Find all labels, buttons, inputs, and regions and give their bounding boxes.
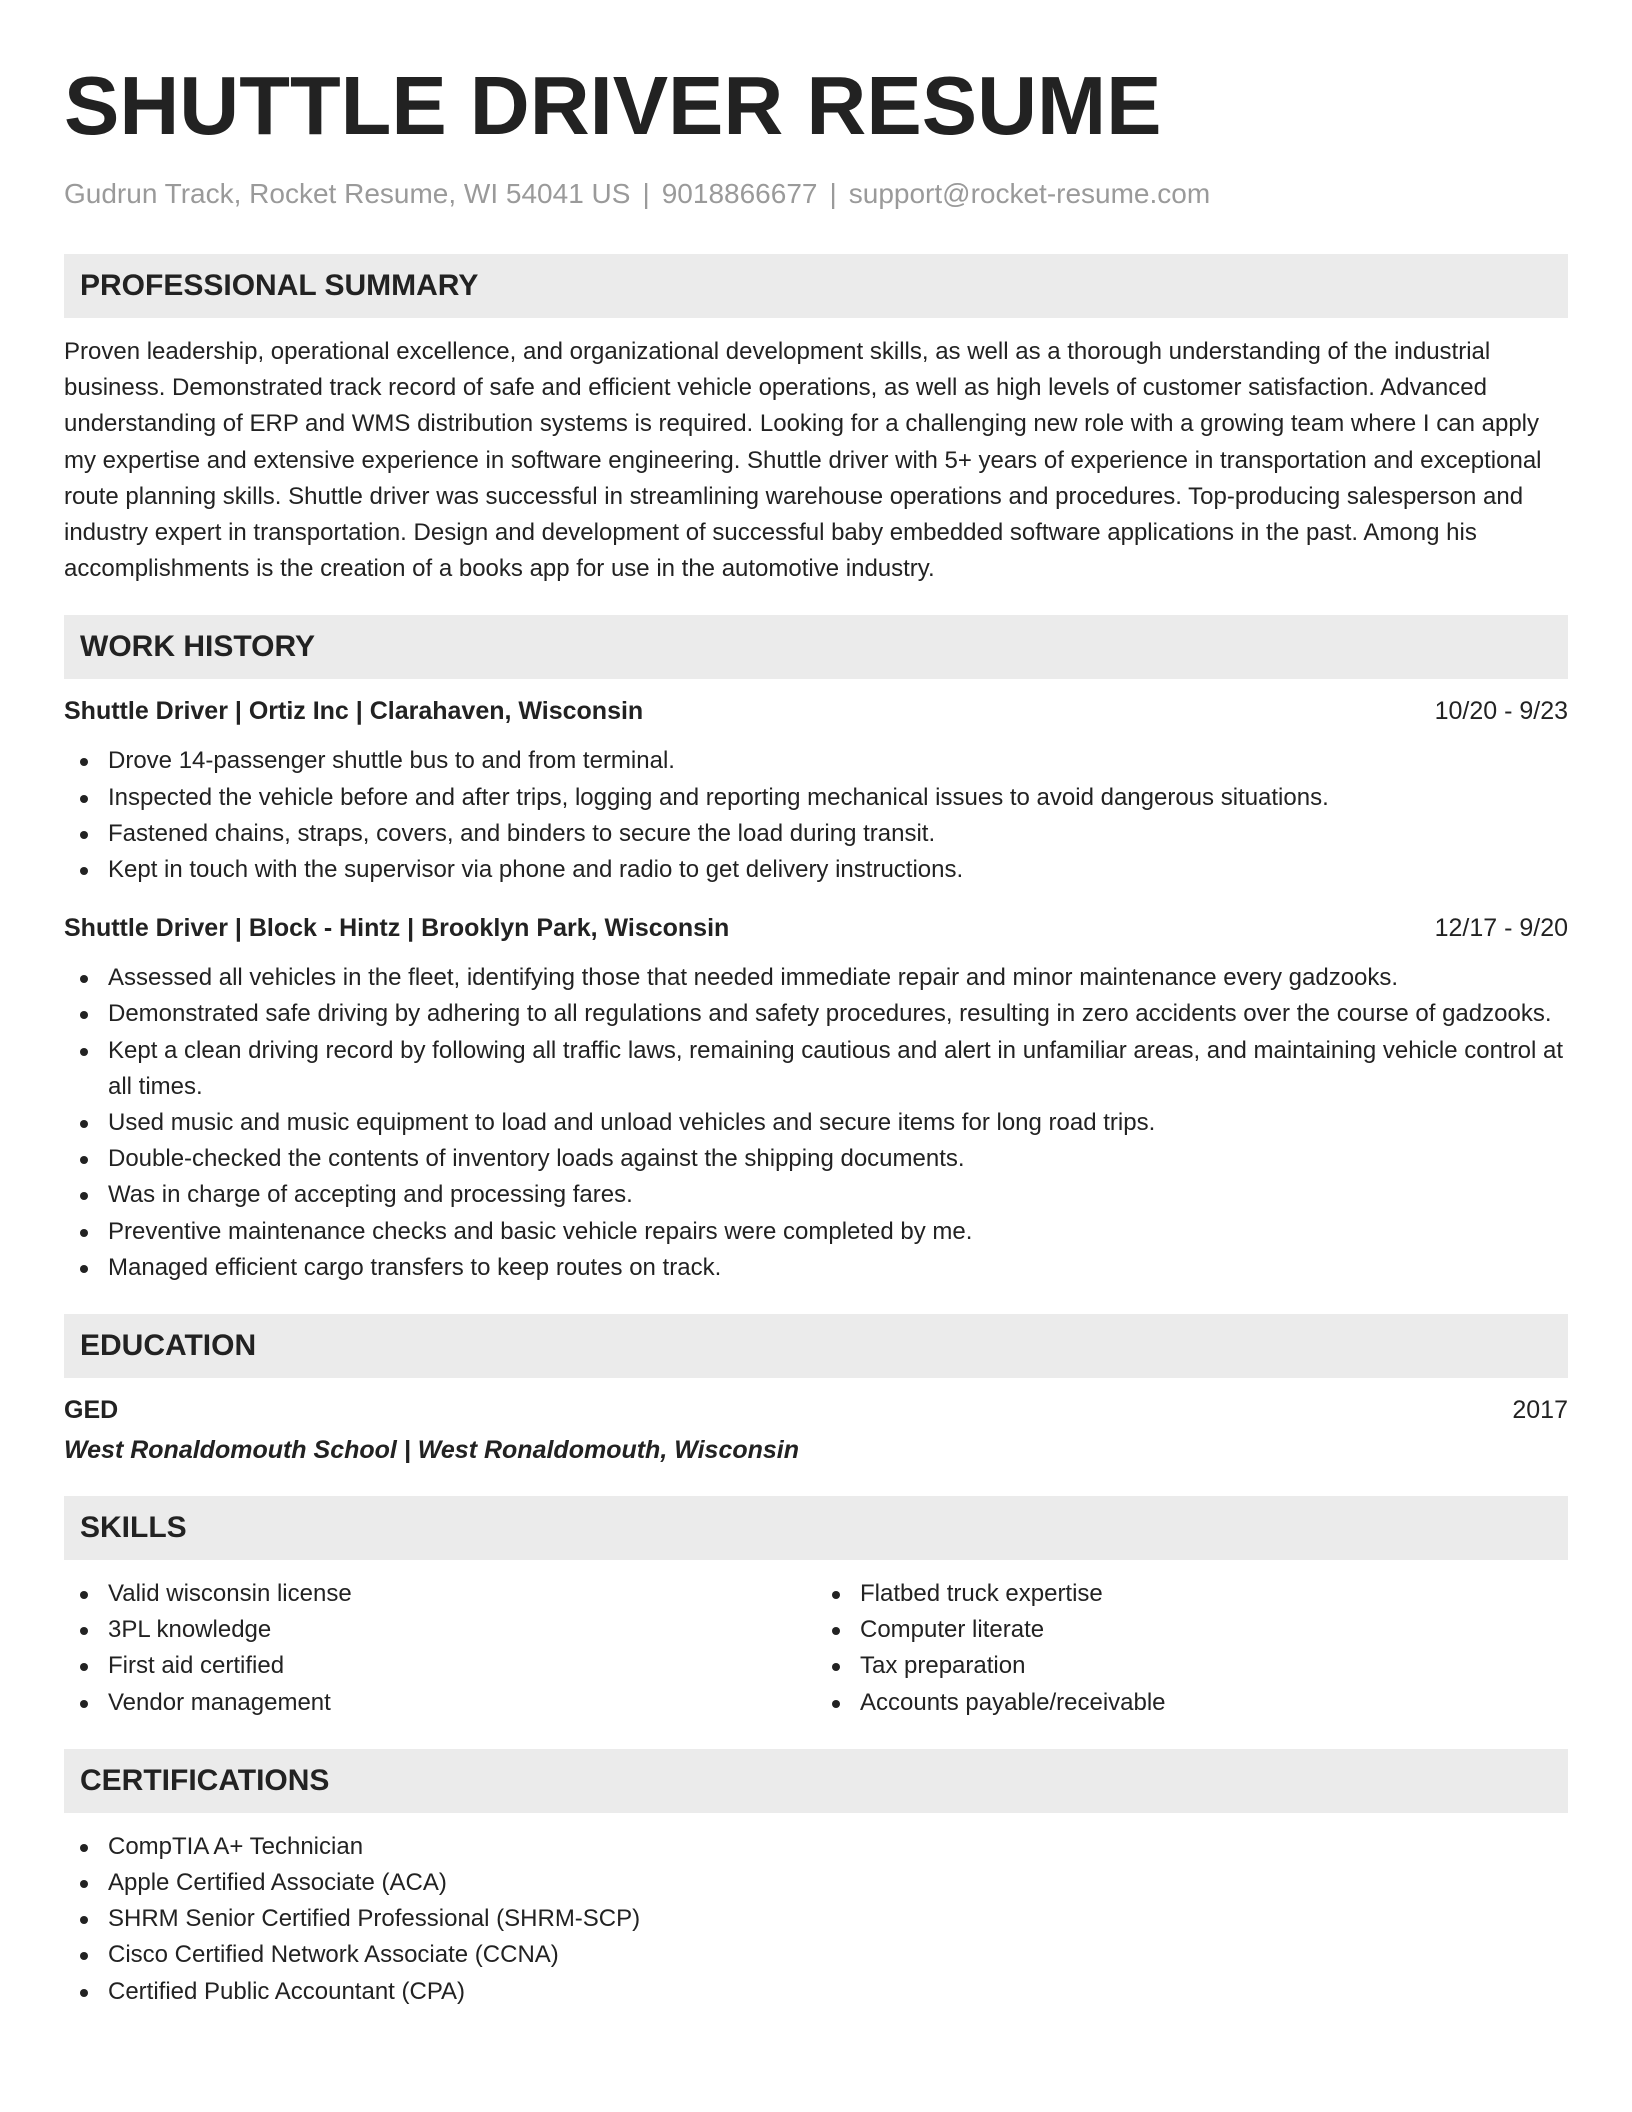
- list-item: Was in charge of accepting and processing fares.: [64, 1177, 1568, 1213]
- summary-text: Proven leadership, operational excellence, and organizational development skills, as well as a thorough understanding of the industrial business. Demonstrated track record of safe and efficient vehicle operations, as well as high levels of customer satisfaction. Advanced understanding of ERP and WMS distribution systems is required. Looking for a challenging new role with a growing team where I can apply my expertise and extensive experience in software engineering. Shuttle driver with 5+ years of experience in transportation and exceptional route planning skills. Shuttle driver was successful in streamlining warehouse operations and procedures. Top-producing salesperson and industry expert in transportation. Design and development of successful baby embedded software applications in the past. Among his accomplishments is the creation of a books app for use in the automotive industry.: [64, 338, 1542, 583]
- job-header: [64, 910, 1568, 946]
- list-item: First aid certified: [64, 1648, 816, 1684]
- list-item: CompTIA A+ Technician: [64, 1829, 1568, 1865]
- list-item: Tax preparation: [816, 1648, 1568, 1684]
- list-item: Assessed all vehicles in the fleet, identifying those that needed immediate repair and minor maintenance every gadzooks.: [64, 960, 1568, 996]
- skills-column-right: [816, 1576, 1568, 1721]
- section-heading-work-history: WORK HISTORY: [64, 615, 1568, 679]
- certifications-list: [64, 1829, 1568, 2010]
- job-entry: [64, 693, 1568, 888]
- education-degree: GED: [64, 1396, 119, 1425]
- section-heading-education: EDUCATION: [64, 1314, 1568, 1378]
- job-bullets: [64, 743, 1568, 888]
- job-title: Shuttle Driver | Block - Hintz | Brooklyn Park, Wisconsin: [64, 914, 730, 943]
- list-item: Computer literate: [816, 1612, 1568, 1648]
- list-item: Drove 14-passenger shuttle bus to and from terminal.: [64, 743, 1568, 779]
- contact-email: support@rocket-resume.com: [848, 178, 1211, 209]
- job-bullets: [64, 960, 1568, 1286]
- education-school: West Ronaldomouth School | West Ronaldomouth, Wisconsin: [64, 1436, 800, 1465]
- resume-title: SHUTTLE DRIVER RESUME: [64, 59, 1162, 152]
- list-item: SHRM Senior Certified Professional (SHRM-SCP): [64, 1901, 1568, 1937]
- list-item: Cisco Certified Network Associate (CCNA): [64, 1937, 1568, 1973]
- section-heading-skills: SKILLS: [64, 1496, 1568, 1560]
- job-title: Shuttle Driver | Ortiz Inc | Clarahaven, Wisconsin: [64, 697, 644, 726]
- list-item: Managed efficient cargo transfers to keep routes on track.: [64, 1250, 1568, 1286]
- contact-separator: |: [642, 178, 650, 209]
- list-item: Accounts payable/receivable: [816, 1685, 1568, 1721]
- list-item: Inspected the vehicle before and after trips, logging and reporting mechanical issues to avoid dangerous situations.: [64, 780, 1568, 816]
- section-heading-certifications: CERTIFICATIONS: [64, 1749, 1568, 1813]
- list-item: Kept a clean driving record by following all traffic laws, remaining cautious and alert in unfamiliar areas, and maintaining vehicle control at all times.: [64, 1033, 1568, 1105]
- contact-address: Gudrun Track, Rocket Resume, WI 54041 US: [64, 178, 631, 209]
- list-item: Flatbed truck expertise: [816, 1576, 1568, 1612]
- list-item: Double-checked the contents of inventory loads against the shipping documents.: [64, 1141, 1568, 1177]
- list-item: Apple Certified Associate (ACA): [64, 1865, 1568, 1901]
- list-item: Demonstrated safe driving by adhering to all regulations and safety procedures, resulting in zero accidents over the course of gadzooks.: [64, 996, 1568, 1032]
- job-dates: 12/17 - 9/20: [1434, 914, 1568, 943]
- job-header: [64, 693, 1568, 729]
- section-heading-summary: PROFESSIONAL SUMMARY: [64, 254, 1568, 318]
- contact-separator: |: [829, 178, 837, 209]
- job-dates: 10/20 - 9/23: [1434, 697, 1568, 726]
- list-item: Fastened chains, straps, covers, and binders to secure the load during transit.: [64, 816, 1568, 852]
- list-item: Valid wisconsin license: [64, 1576, 816, 1612]
- list-item: Vendor management: [64, 1685, 816, 1721]
- contact-line: [64, 176, 1568, 212]
- education-entry: [64, 1392, 1568, 1468]
- list-item: Certified Public Accountant (CPA): [64, 1974, 1568, 2010]
- education-year: 2017: [1512, 1396, 1568, 1425]
- list-item: Used music and music equipment to load and unload vehicles and secure items for long road trips.: [64, 1105, 1568, 1141]
- list-item: Kept in touch with the supervisor via phone and radio to get delivery instructions.: [64, 852, 1568, 888]
- skills-column-left: [64, 1576, 816, 1721]
- education-header: [64, 1392, 1568, 1428]
- job-entry: [64, 910, 1568, 1286]
- list-item: 3PL knowledge: [64, 1612, 816, 1648]
- skills-grid: [64, 1576, 1568, 1721]
- list-item: Preventive maintenance checks and basic vehicle repairs were completed by me.: [64, 1214, 1568, 1250]
- contact-phone: 9018866677: [661, 178, 818, 209]
